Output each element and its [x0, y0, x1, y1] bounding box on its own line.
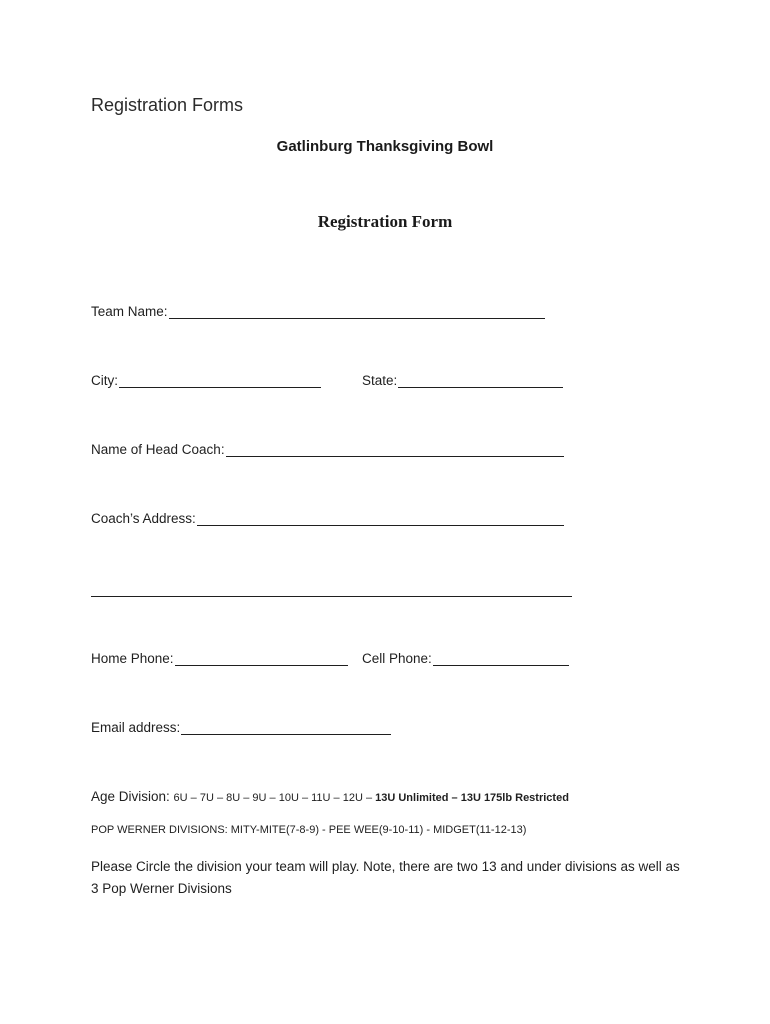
coach-address-label: Coach’s Address:: [91, 511, 196, 526]
age-division-options: 6U – 7U – 8U – 9U – 10U – 11U – 12U –: [173, 792, 376, 804]
home-phone-row: [91, 651, 348, 666]
coach-address-row: [91, 511, 564, 526]
form-title: Registration Form: [317, 212, 453, 231]
email-row: [91, 720, 391, 735]
pop-werner-divisions: POP WERNER DIVISIONS: MITY-MITE(7-8-9) - PEE WEE(9-10-11) - MIDGET(11-12-13): [91, 824, 527, 836]
head-coach-field[interactable]: [226, 442, 564, 457]
age-division-options-13u: 13U Unlimited – 13U 175lb Restricted: [375, 792, 569, 804]
cell-phone-row: [362, 651, 569, 666]
state-label: State:: [362, 373, 398, 388]
age-division: [91, 789, 569, 804]
event-title: Gatlinburg Thanksgiving Bowl: [276, 138, 494, 155]
team-name-row: [91, 304, 545, 319]
email-label: Email address:: [91, 720, 181, 735]
state-field[interactable]: [398, 373, 563, 388]
city-field[interactable]: [119, 373, 321, 388]
cell-phone-field[interactable]: [433, 651, 569, 666]
head-coach-row: [91, 442, 564, 457]
cell-phone-label: Cell Phone:: [362, 651, 432, 666]
age-division-label: Age Division:: [91, 789, 174, 804]
coach-address-line-2[interactable]: [91, 596, 572, 597]
document-heading: Registration Forms: [91, 95, 244, 115]
city-label: City:: [91, 373, 118, 388]
state-row: [362, 373, 563, 388]
email-field[interactable]: [181, 720, 391, 735]
team-name-label: Team Name:: [91, 304, 168, 319]
coach-address-field[interactable]: [197, 511, 564, 526]
city-row: [91, 373, 321, 388]
home-phone-field[interactable]: [175, 651, 348, 666]
division-note: Please Circle the division your team will play. Note, there are two 13 and under divisions as well as 3 Pop Werner Divisions: [91, 859, 680, 896]
home-phone-label: Home Phone:: [91, 651, 174, 666]
team-name-field[interactable]: [169, 304, 545, 319]
head-coach-label: Name of Head Coach:: [91, 442, 225, 457]
